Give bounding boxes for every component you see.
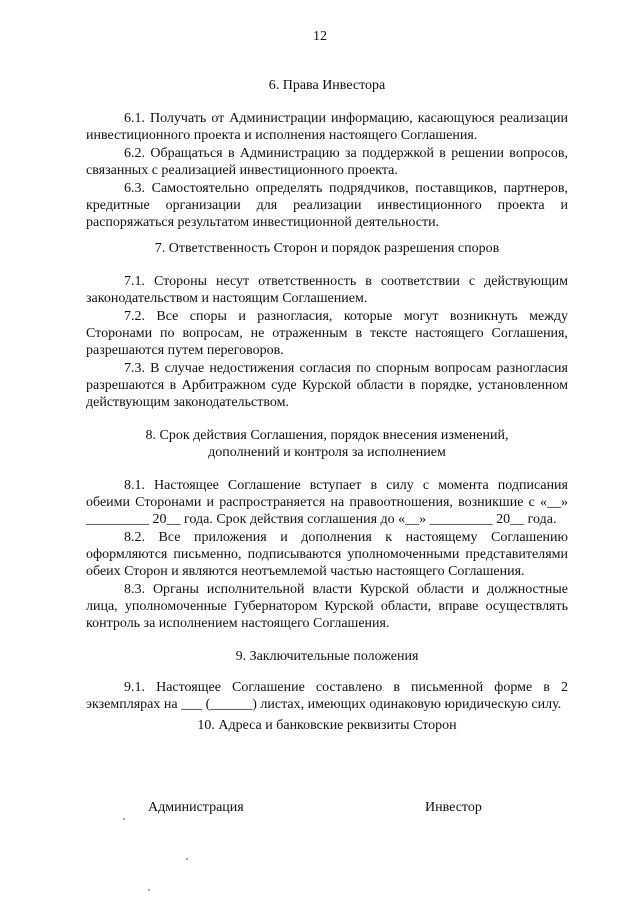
section-addresses: [86, 717, 568, 734]
paragraph-8-1: 8.1. Настоящее Соглашение вступает в силу с момента подписания обеими Сторонами и распространяется на правоотношения, возникшие с «__» _________ 20__ года. Срок действия соглашения до «__» _________ 20__ года.: [86, 478, 568, 527]
paragraph-6-2: 6.2. Обращаться в Администрацию за поддержкой в решении вопросов, связанных с реализацией инвестиционного проекта.: [86, 146, 568, 178]
section-responsibility: [86, 240, 568, 411]
paragraph-7-1: 7.1. Стороны несут ответственность в соответствии с действующим законодательством и настоящим Соглашением.: [86, 274, 568, 306]
paragraph-8-3: 8.3. Органы исполнительной власти Курской области и должностные лица, уполномоченные Губернатором Курской области, вправе осуществлять контроль за исполнением настоящего Соглашения.: [86, 582, 568, 631]
scan-speck: [123, 818, 125, 820]
section-heading: 10. Адреса и банковские реквизиты Сторон: [197, 718, 457, 733]
section-final-provisions: [86, 648, 568, 713]
section-heading: [86, 427, 568, 461]
section-heading: 9. Заключительные положения: [235, 649, 419, 664]
section-heading: 6. Права Инвестора: [268, 78, 386, 93]
paragraph-6-1: 6.1. Получать от Администрации информацию, касающуюся реализации инвестиционного проекта и исполнения настоящего Соглашения.: [86, 111, 568, 143]
section-term: [86, 427, 568, 632]
paragraph-7-2: 7.2. Все споры и разногласия, которые могут возникнуть между Сторонами по вопросам, не отраженным в тексте настоящего Соглашения, разрешаются путем переговоров.: [86, 309, 568, 358]
paragraph-7-3: 7.3. В случае недостижения согласия по спорным вопросам разногласия разрешаются в Арбитражном суде Курской области в порядке, установленном действующим законодательством.: [86, 361, 568, 410]
scan-speck: [186, 858, 188, 860]
paragraph-8-2: 8.2. Все приложения и дополнения к настоящему Соглашению оформляются письменно, подписываются уполномоченными представителями обеих Сторон и являются неотъемлемой частью настоящего Соглашения.: [86, 530, 568, 579]
page-number: 12: [313, 29, 327, 44]
signature-administration: Администрация: [148, 800, 244, 815]
scan-speck: [148, 889, 150, 891]
document-body: [86, 77, 568, 734]
section-investor-rights: [86, 77, 568, 231]
section-heading-line-2: дополнений и контроля за исполнением: [208, 445, 446, 460]
paragraph-6-3: 6.3. Самостоятельно определять подрядчиков, поставщиков, партнеров, кредитные организации для реализации инвестиционного проекта и распоряжаться результатом инвестиционной деятельности.: [86, 181, 568, 230]
signature-investor: Инвестор: [425, 800, 482, 815]
section-heading: 7. Ответственность Сторон и порядок разрешения споров: [154, 241, 500, 256]
paragraph-9-1: 9.1. Настоящее Соглашение составлено в письменной форме в 2 экземплярах на ___ (______) листах, имеющих одинаковую юридическую силу.: [86, 680, 568, 712]
section-heading-line-1: 8. Срок действия Соглашения, порядок внесения изменений,: [145, 428, 509, 443]
